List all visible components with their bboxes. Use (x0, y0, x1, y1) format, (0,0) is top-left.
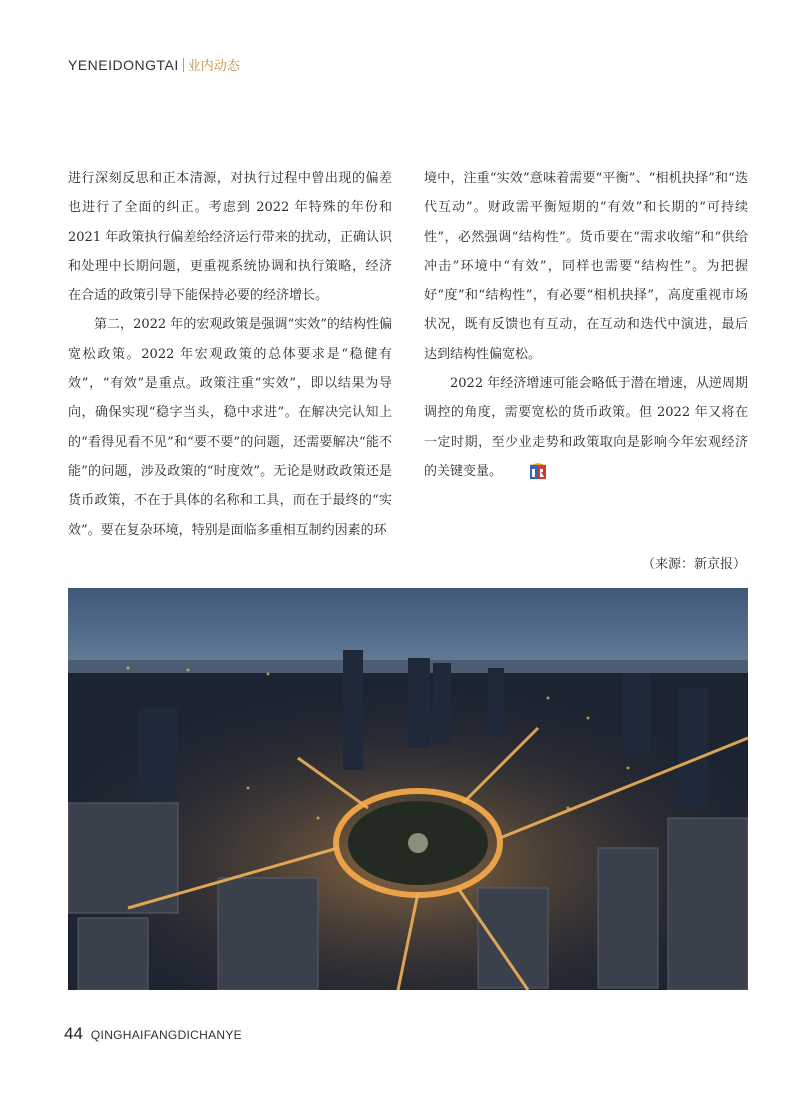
article-left-column (68, 164, 392, 545)
page-number: 44 (64, 1024, 83, 1043)
magazine-name: QINGHAIFANGDICHANYE (90, 1028, 242, 1042)
end-mark-logo-icon (504, 461, 546, 490)
article-paragraph: 第二，2022 年的宏观政策是强调“实效”的结构性偏宽松政策。2022 年宏观政策的总体要求是“稳健有效”，“有效”是重点。政策注重“实效”，即以结果为导向，确保实现“稳字当头，稳中求进”。在解决完认知上的“看得见看不见”和“要不要”的问题，还需要解决“能不能”的问题，涉及政策的“时度效”。无论是财政政策还是货币政策，不在于具体的名称和工具，而在于最终的“实效”。要在复杂环境，特别是面临多重相互制约因素的环 (68, 317, 392, 538)
city-night-photo (68, 588, 748, 990)
section-header (68, 56, 240, 76)
article-paragraph-end (424, 369, 748, 490)
article-paragraph: 2022 年经济增速可能会略低于潜在增速，从逆周期调控的角度，需要宽松的货币政策。但 2022 年又将在一定时期，至少业走势和政策取向是影响今年宏观经济的关键变量。 (424, 376, 748, 479)
section-title-latin: YENEIDONGTAI (68, 57, 179, 73)
section-title-cn: 业内动态 (187, 59, 240, 74)
header-divider (183, 58, 184, 72)
source-credit: （来源：新京报） (641, 557, 746, 572)
article-paragraph: 进行深刻反思和正本清源，对执行过程中曾出现的偏差也进行了全面的纠正。考虑到 2022 年特殊的年份和 2021 年政策执行偏差给经济运行带来的扰动，正确认识和处理中长期问题，更重视系统协调和执行策略，经济在合适的政策引导下能保持必要的经济增长。 (68, 171, 392, 304)
article-paragraph: 境中，注重“实效”意味着需要“平衡”、“相机抉择”和“迭代互动”。财政需平衡短期的“有效”和长期的“可持续性”，必然强调“结构性”。货币要在“需求收缩”和“供给冲击”环境中“有效”，同样也需要“结构性”。为把握好“度”和“结构性”，有必要“相机抉择”，高度重视市场状况，既有反馈也有互动，在互动和迭代中演进，最后达到结构性偏宽松。 (424, 171, 748, 362)
article-right-column (424, 164, 748, 490)
page-footer (64, 1024, 242, 1044)
